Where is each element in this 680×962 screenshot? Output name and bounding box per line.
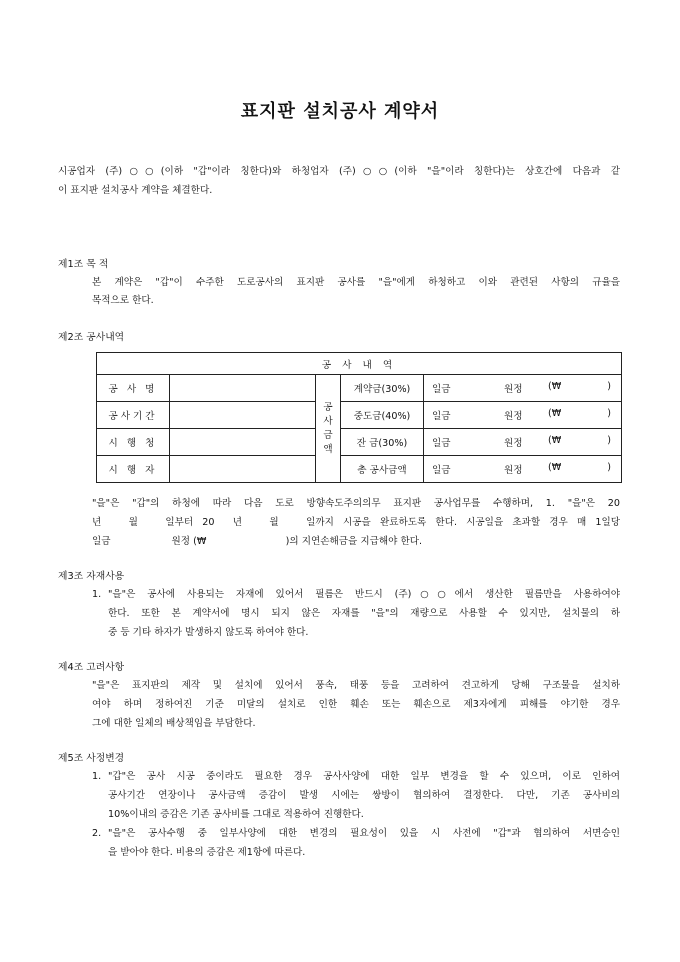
- article-5-item-2-line-1: "을"은 공사수행 중 일부사양에 대한 변경의 필요성이 있을 시 사전에 "갑"과 협의하여 서면승인: [108, 828, 620, 839]
- amount-balance-value: 일금 원정 (₩ ): [424, 429, 622, 456]
- article-5-item-1-line-2: 공사기간 연장이나 공사금액 증감이 발생 시에는 쌍방이 협의하여 결정한다. 다만, 기존 공사비의: [108, 790, 620, 801]
- period-value: [170, 402, 316, 429]
- table-header: 공 사 내 역: [97, 353, 622, 375]
- article-3-item-number: 1.: [92, 589, 102, 600]
- article-2-after-line-2: 년 월 일부터 20 년 월 일까지 시공을 완료하도록 한다. 시공일을 초과할 경우 매 1일당: [92, 517, 620, 528]
- amount-deposit-value: 일금 원정 (₩ ): [424, 375, 622, 402]
- table-row: [97, 456, 622, 483]
- project-name-value: [170, 375, 316, 402]
- article-5-item-2-line-2: 을 받아야 한다. 비용의 증감은 제1항에 따른다.: [108, 847, 306, 858]
- amount-interim-value: 일금 원정 (₩ ): [424, 402, 622, 429]
- amount-label-total: 총 공사금액: [341, 456, 424, 483]
- document-title: 표지판 설치공사 계약서: [240, 101, 440, 122]
- article-3-line-1: "을"은 공사에 사용되는 자재에 있어서 필름은 반드시 (주)○○에서 생산한 필름만을 사용하여야: [108, 589, 620, 600]
- amount-label-deposit: 계약금(30%): [341, 375, 424, 402]
- article-3-line-3: 중 등 기타 하자가 발생하지 않도록 하여야 한다.: [108, 627, 309, 638]
- article-4-line-3: 그에 대한 일체의 배상책임을 부담한다.: [92, 718, 256, 729]
- article-1-line-1: 본 계약은 "갑"이 수주한 도로공사의 표지판 공사를 "을"에게 하청하고 이와 관련된 사항의 규율을: [92, 277, 620, 288]
- article-5-item-2-number: 2.: [92, 828, 102, 839]
- amount-label-interim: 중도금(40%): [341, 402, 424, 429]
- table-row: [97, 375, 622, 402]
- ordering-agency-value: [170, 429, 316, 456]
- article-1-line-2: 목적으로 한다.: [92, 295, 154, 306]
- article-2-after-line-3: 일금 원정 (₩ )의 지연손해금을 지급해야 한다.: [92, 536, 423, 547]
- article-2-heading: 제2조 공사내역: [58, 332, 125, 343]
- article-5-item-1-line-1: "갑"은 공사 시공 중이라도 필요한 경우 공사사양에 대한 일부 변경을 할 수 있으며, 이로 인하여: [108, 771, 620, 782]
- article-4-line-2: 여야 하며 정하여진 기준 미달의 설치로 인한 훼손 또는 훼손으로 제3자에게 피해를 야기한 경우: [92, 699, 620, 710]
- article-5-item-1-number: 1.: [92, 771, 102, 782]
- row-label-ordering-agency: 시 행 청: [97, 429, 170, 456]
- table-row: [97, 402, 622, 429]
- executor-value: [170, 456, 316, 483]
- row-label-period: 공사기간: [97, 402, 170, 429]
- row-label-project-name: 공 사 명: [97, 375, 170, 402]
- article-2-after-line-1: "을"은 "갑"의 하청에 따라 다음 도로 방향속도주의의무 표지판 공사업무를 수행하며, 1. "을"은 20: [92, 498, 620, 509]
- amount-vertical-label: 공 사 금 액: [316, 375, 341, 483]
- intro-line-1: 시공업자 (주)○○(이하 "갑"이라 칭한다)와 하청업자 (주)○○(이하 "을"이라 칭한다)는 상호간에 다음과 같: [58, 166, 620, 177]
- table-row: [97, 429, 622, 456]
- article-5-item-1-line-3: 10%이내의 증감은 기존 공사비를 그대로 적용하여 진행한다.: [108, 809, 364, 820]
- article-4-line-1: "을"은 표지판의 제작 및 설치에 있어서 풍속, 태풍 등을 고려하여 견고하게 당해 구조물을 설치하: [92, 680, 620, 691]
- construction-details-table: [96, 352, 622, 483]
- amount-label-balance: 잔 금(30%): [341, 429, 424, 456]
- article-5-heading: 제5조 사정변경: [58, 753, 125, 764]
- article-4-heading: 제4조 고려사항: [58, 662, 125, 673]
- amount-total-value: 일금 원정 (₩ ): [424, 456, 622, 483]
- article-3-heading: 제3조 자재사용: [58, 571, 125, 582]
- row-label-executor: 시 행 자: [97, 456, 170, 483]
- article-1-heading: 제1조 목 적: [58, 259, 109, 270]
- intro-line-2: 이 표지판 설치공사 계약을 체결한다.: [58, 185, 213, 196]
- article-3-line-2: 한다. 또한 본 계약서에 명시 되지 않은 자재를 "을"의 재량으로 사용할 수 있지만, 설치물의 하: [108, 608, 620, 619]
